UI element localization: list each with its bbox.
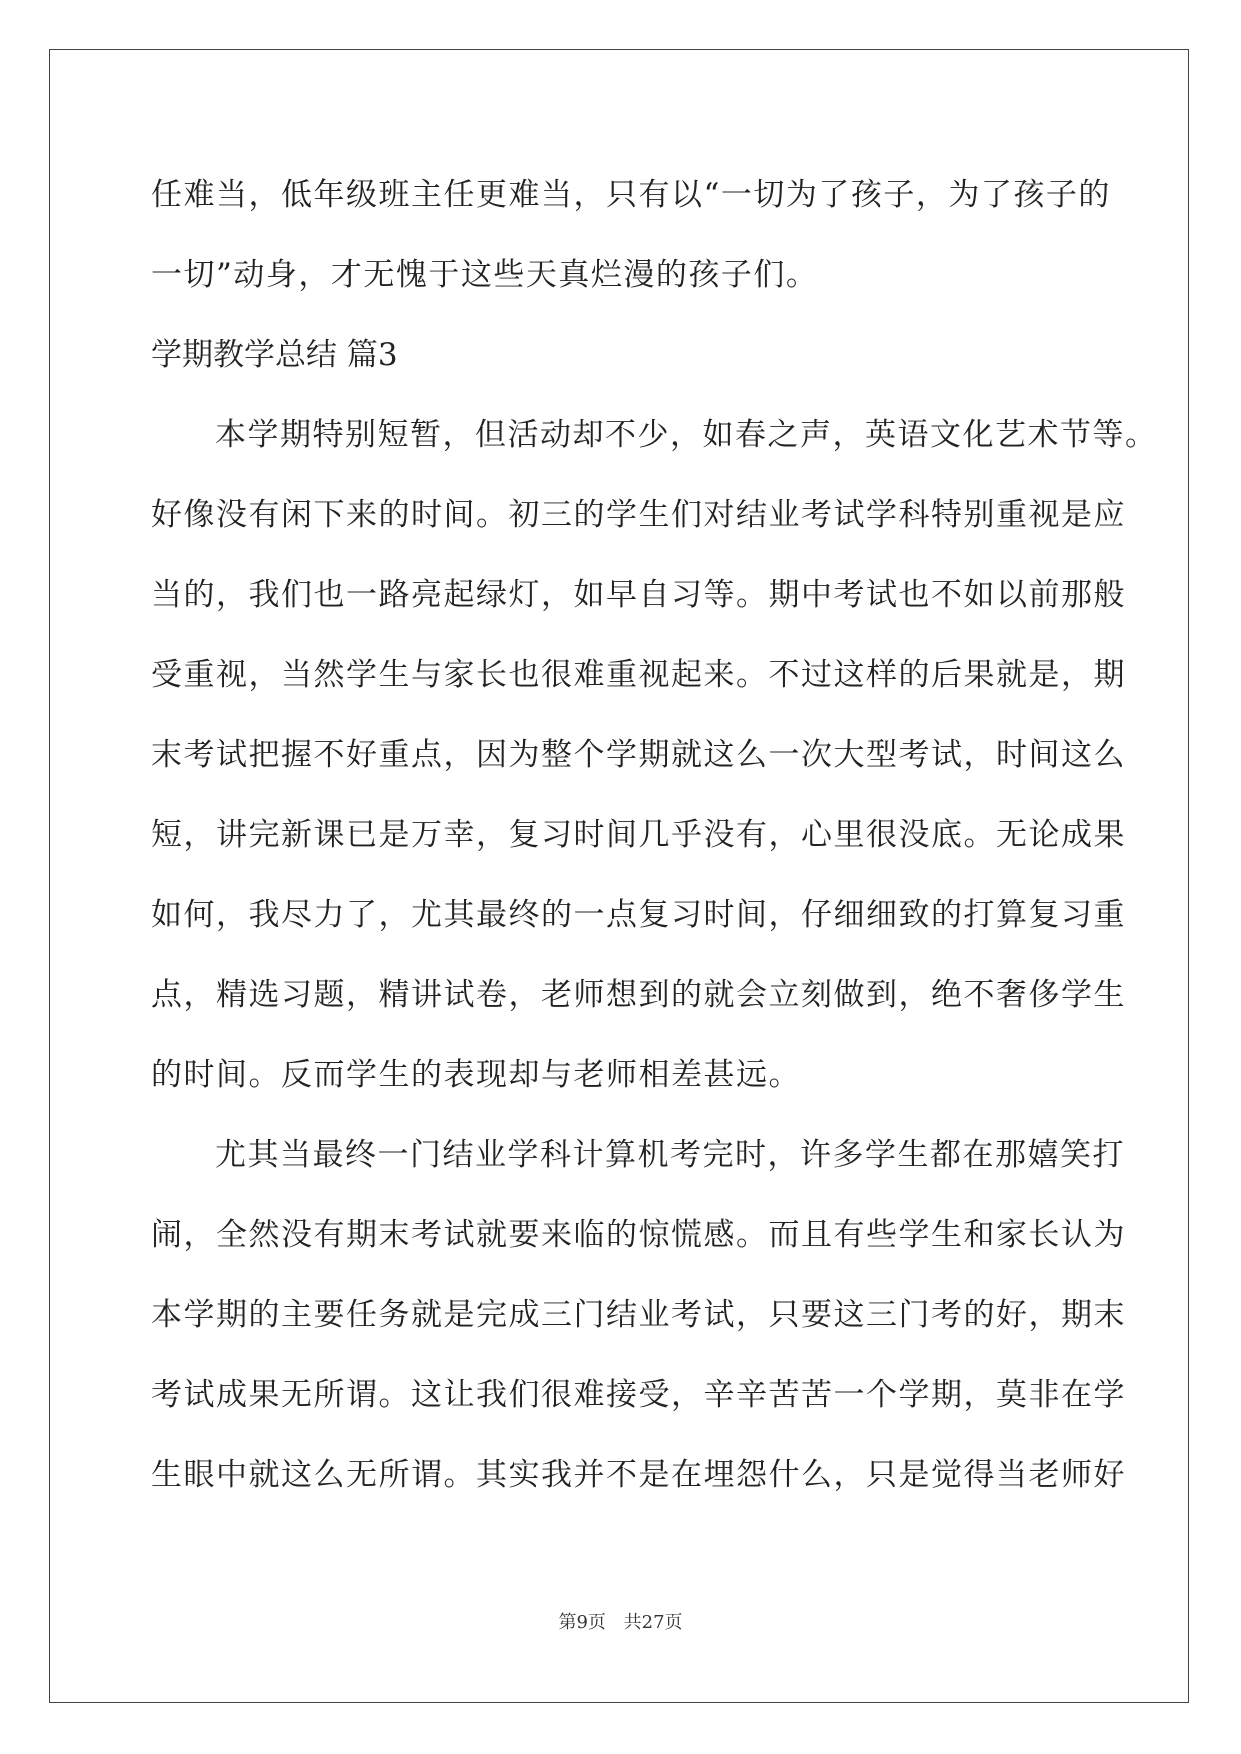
paragraph-line: 本学期的主要任务就是完成三门结业考试，只要这三门考的好，期末	[151, 1297, 1126, 1333]
paragraph-line: 短，讲完新课已是万幸，复习时间几乎没有，心里很没底。无论成果	[151, 817, 1126, 853]
paragraph-line: 尤其当最终一门结业学科计算机考完时，许多学生都在那嬉笑打	[215, 1137, 1125, 1173]
paragraph-line: 闹，全然没有期末考试就要来临的惊慌感。而且有些学生和家长认为	[151, 1217, 1126, 1253]
paragraph-line: 生眼中就这么无所谓。其实我并不是在埋怨什么，只是觉得当老师好	[151, 1457, 1126, 1493]
paragraph-line: 点，精选习题，精讲试卷，老师想到的就会立刻做到，绝不奢侈学生	[151, 977, 1126, 1013]
section-heading: 学期教学总结 篇3	[151, 337, 398, 373]
paragraph-line: 当的，我们也一路亮起绿灯，如早自习等。期中考试也不如以前那般	[151, 577, 1126, 613]
paragraph-line: 受重视，当然学生与家长也很难重视起来。不过这样的后果就是，期	[151, 657, 1126, 693]
page-total: 共27页	[623, 1612, 683, 1633]
paragraph-line: 一切”动身，才无愧于这些天真烂漫的孩子们。	[151, 257, 819, 293]
paragraph-line: 的时间。反而学生的表现却与老师相差甚远。	[151, 1057, 801, 1093]
document-body	[151, 155, 1158, 1515]
paragraph-line: 好像没有闲下来的时间。初三的学生们对结业考试学科特别重视是应	[151, 497, 1126, 533]
paragraph-line: 如何，我尽力了，尤其最终的一点复习时间，仔细细致的打算复习重	[151, 897, 1126, 933]
paragraph-line: 任难当，低年级班主任更难当，只有以“一切为了孩子，为了孩子的	[151, 177, 1111, 213]
paragraph-line: 本学期特别短暂，但活动却不少，如春之声，英语文化艺术节等。	[215, 417, 1158, 453]
paragraph-line: 考试成果无所谓。这让我们很难接受，辛辛苦苦一个学期，莫非在学	[151, 1377, 1126, 1413]
page-footer	[0, 1608, 1241, 1634]
paragraph-line: 末考试把握不好重点，因为整个学期就这么一次大型考试，时间这么	[151, 737, 1126, 773]
page-number: 第9页	[558, 1612, 606, 1633]
